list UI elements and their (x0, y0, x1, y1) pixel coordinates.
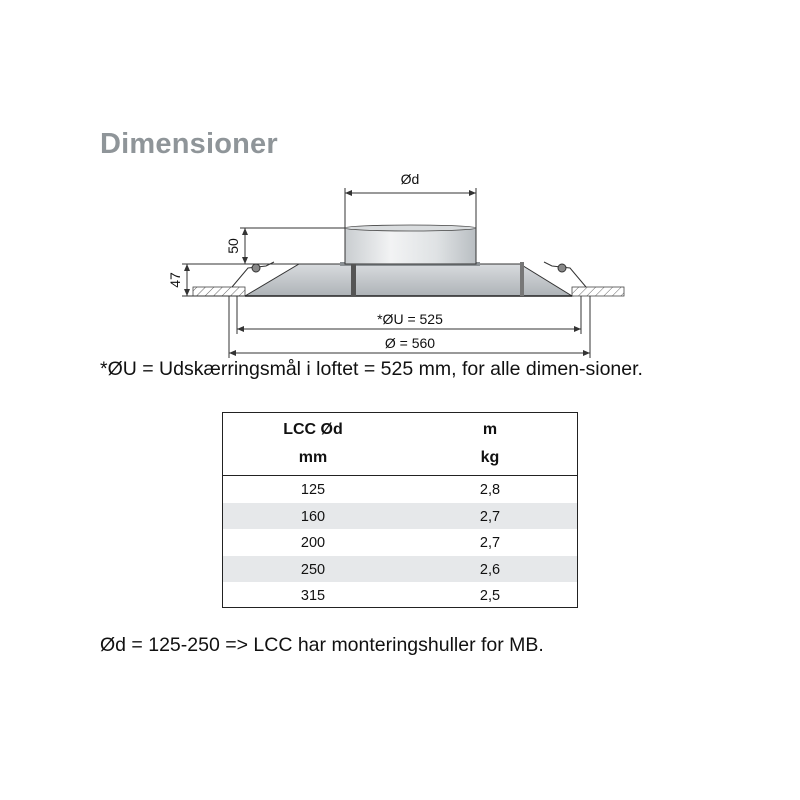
label-ou: *ØU = 525 (377, 311, 443, 327)
table-row (223, 582, 577, 608)
label-50: 50 (225, 238, 241, 254)
dimension-od (345, 188, 476, 228)
cell-weight: 2,5 (479, 588, 501, 605)
col2-unit: kg (480, 449, 500, 466)
ceiling-left (193, 287, 245, 296)
col1-header: LCC Ød (283, 421, 343, 438)
label-od: Ød (400, 171, 420, 187)
ceiling-right (572, 287, 624, 296)
table-row (223, 529, 577, 556)
col1-unit: mm (298, 449, 328, 466)
table-row (223, 503, 577, 530)
table-row (223, 476, 577, 503)
cell-weight: 2,6 (479, 561, 501, 578)
label-47: 47 (167, 272, 183, 288)
dimension-50 (240, 228, 345, 264)
cell-diameter: 315 (300, 588, 326, 605)
cutout-note: *ØU = Udskærringsmål i loftet = 525 mm, for alle dimen-sioner. (100, 358, 643, 380)
cell-diameter: 160 (300, 508, 326, 525)
diffuser-dimension-drawing (0, 0, 800, 360)
weight-table (222, 412, 578, 608)
cell-weight: 2,8 (479, 482, 501, 498)
cell-weight: 2,7 (479, 535, 501, 552)
cell-diameter: 250 (300, 561, 326, 578)
diffuser-neck (345, 228, 476, 264)
table-header (223, 413, 577, 476)
cell-diameter: 200 (300, 535, 326, 552)
mounting-note: Ød = 125-250 => LCC har monteringshuller for MB. (100, 634, 544, 656)
table-row (223, 556, 577, 583)
label-o560: Ø = 560 (384, 335, 436, 351)
col2-header: m (482, 421, 498, 438)
cell-weight: 2,7 (479, 508, 501, 525)
cell-diameter: 125 (300, 482, 326, 498)
page-title: Dimensioner (100, 128, 278, 160)
